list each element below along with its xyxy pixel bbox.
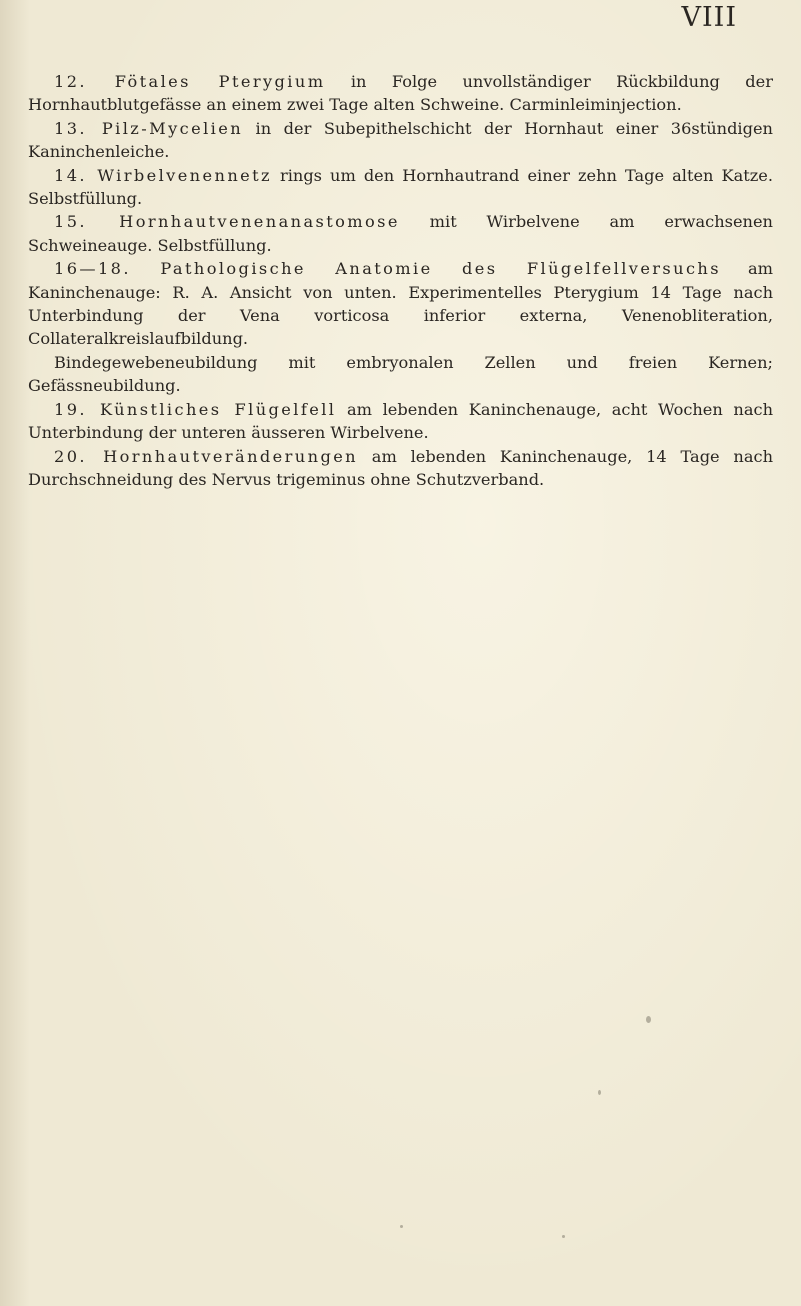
caption-text: am lebenden Kaninchenauge, 14 Tage nach Durchschneidung des Nervus trigeminus ohne Schutzverband. <box>28 446 773 489</box>
caption-16-18-continued <box>28 351 773 398</box>
caption-lead: 20. Hornhautveränderungen <box>54 446 359 466</box>
caption-lead: 19. Künstliches Flügelfell <box>54 399 337 419</box>
caption-13 <box>28 117 773 164</box>
caption-text: in Folge unvollständiger Rückbildung der Hornhautblutgefässe an einem zwei Tage alten Schweine. Carminleiminjection. <box>28 72 773 115</box>
paper-speck <box>646 1016 651 1023</box>
caption-lead: 15. Hornhautvenenanastomose <box>54 212 400 232</box>
caption-15 <box>28 210 773 257</box>
caption-text: am lebenden Kaninchenauge, acht Wochen nach Unterbindung der unteren äusseren Wirbelvene. <box>28 399 773 443</box>
paper-speck <box>598 1090 601 1095</box>
caption-text: mit Wirbelvene am erwachsenen Schweineauge. Selbstfüllung. <box>28 212 773 255</box>
caption-12 <box>28 70 773 117</box>
caption-text: in der Subepithelschicht der Hornhaut einer 36stündigen Kaninchenleiche. <box>28 118 773 162</box>
paper-speck <box>400 1225 403 1228</box>
caption-16-18 <box>28 257 773 351</box>
figure-captions <box>28 70 773 491</box>
caption-lead: 16—18. Pathologische Anatomie des Flügelfellversuchs <box>54 259 721 279</box>
caption-text: rings um den Hornhautrand einer zehn Tage alten Katze. Selbstfüllung. <box>28 165 773 209</box>
caption-19 <box>28 398 773 445</box>
caption-lead: 14. Wirbelvenennetz <box>54 165 272 185</box>
page-number: VIII <box>681 2 737 33</box>
caption-20 <box>28 445 773 492</box>
paper-speck <box>562 1235 565 1238</box>
caption-text: am Kaninchenauge: R. A. Ansicht von unten. Experimentelles Pterygium 14 Tage nach Unterbindung der Vena vorticosa inferior externa, Venenobliteration, Collateralkreislaufbildung. <box>28 259 773 349</box>
caption-lead: 13. Pilz-Mycelien <box>54 118 244 138</box>
caption-text: Bindegewebeneubildung mit embryonalen Zellen und freien Kernen; Gefässneubildung. <box>28 352 773 396</box>
caption-14 <box>28 164 773 211</box>
caption-lead: 12. Fötales Pterygium <box>54 72 326 91</box>
